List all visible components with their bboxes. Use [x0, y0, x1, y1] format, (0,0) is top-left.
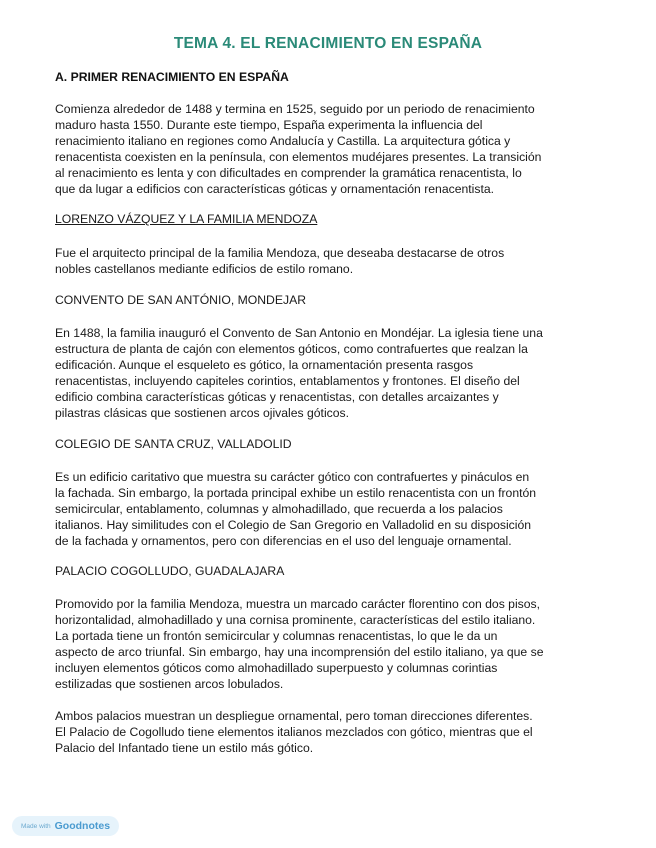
paragraph-line: nobles castellanos mediante edificios de estilo romano.	[55, 262, 354, 277]
palacio-heading: PALACIO COGOLLUDO, GUADALAJARA	[55, 564, 285, 578]
paragraph-line: Fue el arquitecto principal de la familia Mendoza, que deseaba destacarse de otros	[55, 246, 505, 260]
section-a-intro	[55, 101, 605, 198]
badge-brand: Goodnotes	[54, 820, 111, 832]
paragraph-line: incluyen elementos góticos como almohadillado superpuesto y columnas corintias	[55, 661, 498, 676]
palacio-paragraph	[55, 596, 605, 693]
paragraph-line: La portada tiene un frontón semicircular y columnas renacentistas, lo que le da un	[55, 629, 498, 644]
paragraph-line: maduro hasta 1550. Durante este tiempo, España experimenta la influencia del	[55, 118, 483, 133]
paragraph-line: renacimiento italiano en regiones como Andalucía y Castilla. La arquitectura gótica y	[55, 134, 511, 149]
paragraph-line: que da lugar a edificios con características góticas y ornamentación renacentista.	[55, 182, 494, 197]
paragraph-line: renacentista coexisten en la península, con elementos mudéjares presentes. La transición	[55, 150, 542, 165]
palacio-closing-paragraph	[55, 708, 605, 756]
paragraph-line: Ambos palacios muestran un despliegue ornamental, pero toman direcciones diferentes.	[55, 709, 533, 723]
mendoza-heading: LORENZO VÁZQUEZ Y LA FAMILIA MENDOZA	[55, 212, 318, 226]
paragraph-line: Es un edificio caritativo que muestra su carácter gótico con contrafuertes y pináculos en	[55, 470, 530, 484]
paragraph-line: horizontalidad, almohadillado y una cornisa prominente, características del estilo italiano.	[55, 613, 536, 628]
goodnotes-badge	[12, 816, 119, 836]
section-a-heading: A. PRIMER RENACIMIENTO EN ESPAÑA	[55, 70, 289, 84]
convento-heading: CONVENTO DE SAN ANTÓNIO, MONDEJAR	[55, 293, 307, 307]
badge-prefix: Made with	[21, 822, 51, 830]
paragraph-line: Promovido por la familia Mendoza, muestra un marcado carácter florentino con dos pisos,	[55, 597, 541, 611]
mendoza-paragraph	[55, 245, 605, 277]
paragraph-line: semicircular, entablamento, columnas y almohadillado, que recuerda a los palacios	[55, 502, 503, 517]
paragraph-line: la fachada. Sin embargo, la portada principal exhibe un estilo renacentista con un frontón	[55, 486, 537, 501]
paragraph-line: al renacimiento es lenta y con dificultades en comprender la gramática renacentista, lo	[55, 166, 522, 181]
paragraph-line: italianos. Hay similitudes con el Colegio de San Gregorio en Valladolid en su disposición	[55, 518, 532, 533]
colegio-heading: COLEGIO DE SANTA CRUZ, VALLADOLID	[55, 437, 292, 451]
paragraph-line: Palacio del Infantado tiene un estilo más gótico.	[55, 741, 314, 756]
paragraph-line: estructura de planta de cajón con elementos góticos, como contrafuertes que realzan la	[55, 342, 528, 357]
paragraph-line: edificio combina características góticas y renacentistas, con detalles arcaizantes y	[55, 390, 499, 405]
page-title: TEMA 4. EL RENACIMIENTO EN ESPAÑA	[173, 35, 483, 52]
paragraph-line: renacentistas, incluyendo capiteles corintios, entablamentos y frontones. El diseño del	[55, 374, 520, 389]
paragraph-line: aspecto de arco triunfal. Sin embargo, hay una incomprensión del estilo italiano, ya que se	[55, 645, 544, 660]
paragraph-line: En 1488, la familia inauguró el Convento de San Antonio en Mondéjar. La iglesia tiene una	[55, 326, 543, 340]
paragraph-line: El Palacio de Cogolludo tiene elementos italianos mezclados con gótico, mientras que el	[55, 725, 533, 740]
paragraph-line: estilizadas que sostienen arcos lobulados.	[55, 677, 284, 692]
paragraph-line: Comienza alrededor de 1488 y termina en 1525, seguido por un periodo de renacimiento	[55, 102, 535, 116]
paragraph-line: edificación. Aunque el esqueleto es gótico, la ornamentación presenta rasgos	[55, 358, 474, 373]
paragraph-line: de la fachada y ornamentos, pero con diferencias en el uso del lenguaje ornamental.	[55, 534, 512, 549]
convento-paragraph	[55, 325, 605, 422]
colegio-paragraph	[55, 469, 605, 549]
paragraph-line: pilastras clásicas que sostienen arcos ojivales góticos.	[55, 406, 349, 421]
